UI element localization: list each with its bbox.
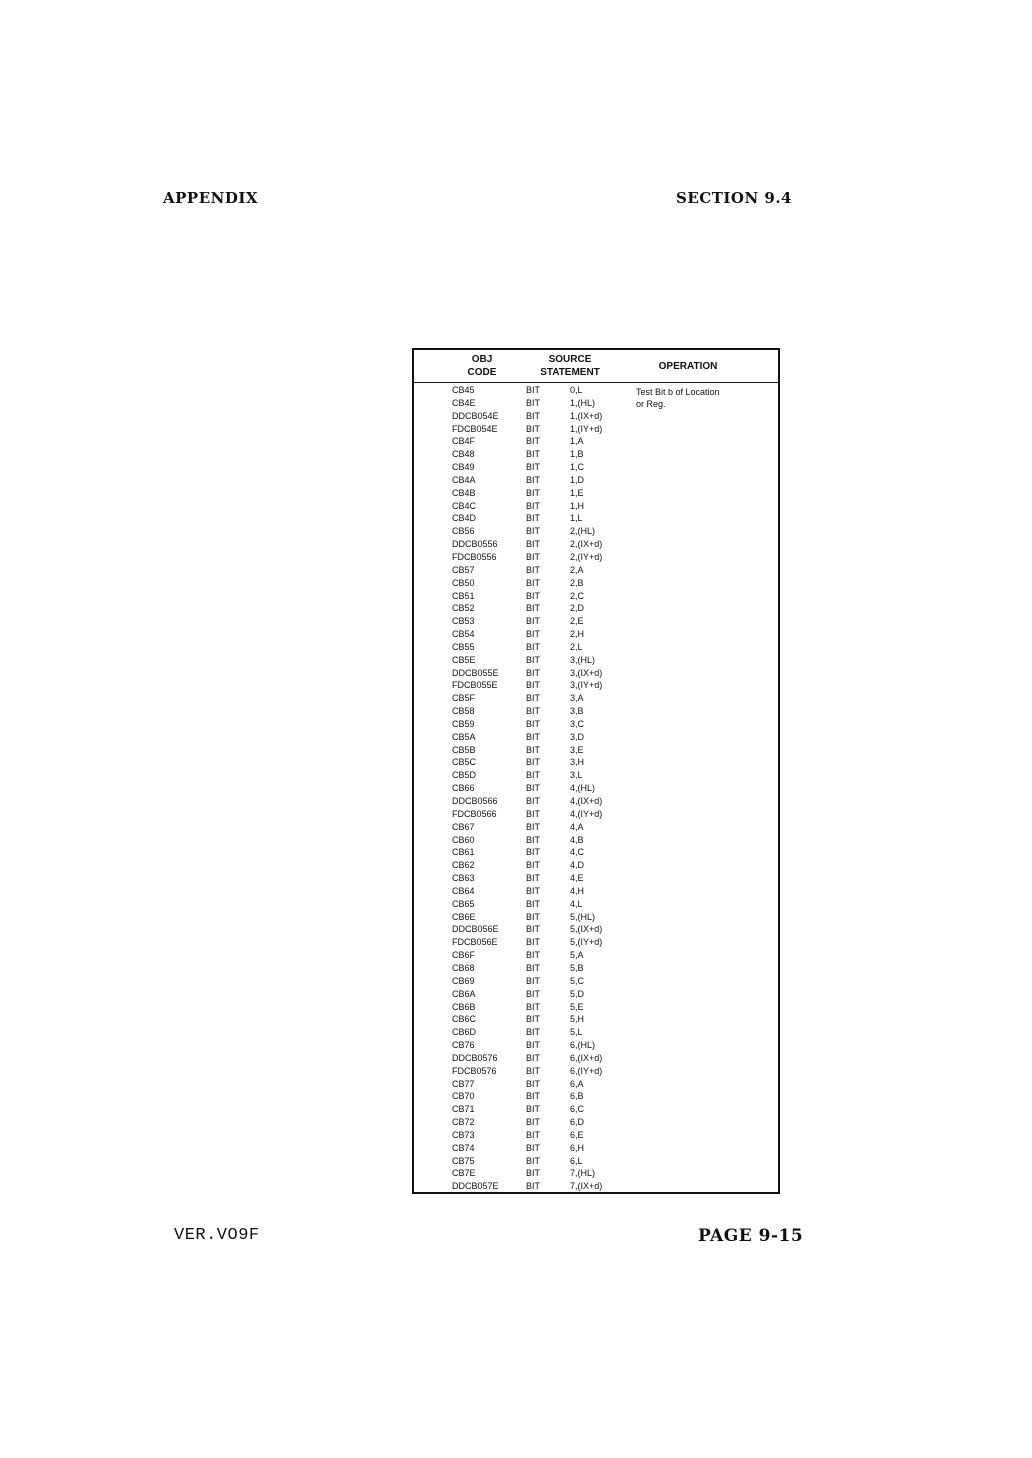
obj-code-cell: CB4E [452,397,476,408]
obj-code-cell: CB52 [452,603,475,614]
page-header-right: SECTION 9.4 [676,189,792,207]
obj-code-cell: CB45 [452,385,475,395]
operand-cell: 3,B [570,706,584,717]
obj-code-cell: FDCB056E [452,937,498,948]
operand-cell: 3,(HL) [570,654,596,665]
operand-cell: 7,(HL) [570,1168,596,1179]
table-row [414,667,778,680]
table-row [414,1013,778,1026]
operation-description-line2: or Reg. [636,399,666,409]
operand-cell: 1,A [570,436,584,447]
operand-cell: 5,L [570,1027,583,1038]
operand-cell: 5,D [570,988,585,999]
operand-cell: 1,H [570,500,585,511]
obj-code-cell: CB55 [452,641,475,652]
mnemonic-cell: BIT [526,539,541,550]
operand-cell: 6,(IX+d) [570,1052,603,1063]
obj-code-header [450,353,514,379]
operand-cell: 2,E [570,616,584,627]
obj-code-cell: CB58 [452,706,475,717]
mnemonic-cell: BIT [526,423,541,434]
table-row [414,1090,778,1103]
obj-code-cell: CB73 [452,1129,475,1140]
table-row [414,988,778,1001]
page-footer-version: VER.VO9F [174,1226,260,1245]
operand-cell: 1,(IY+d) [570,423,603,434]
operand-cell: 5,A [570,950,584,961]
operand-cell: 0,L [570,385,583,395]
mnemonic-cell: BIT [526,1091,541,1102]
operand-cell: 6,B [570,1091,584,1102]
table-body [414,384,778,1192]
table-row [414,654,778,667]
operand-cell: 1,L [570,513,583,524]
obj-code-cell: CB61 [452,847,475,858]
mnemonic-cell: BIT [526,924,541,935]
operand-cell: 2,(IX+d) [570,539,603,550]
mnemonic-cell: BIT [526,1104,541,1115]
table-row [414,602,778,615]
table-row [414,1078,778,1091]
operand-cell: 4,D [570,860,585,871]
mnemonic-cell: BIT [526,462,541,473]
mnemonic-cell: BIT [526,718,541,729]
table-row [414,1103,778,1116]
table-row [414,487,778,500]
mnemonic-cell: BIT [526,1065,541,1076]
obj-code-cell: CB6F [452,950,476,961]
operand-cell: 5,E [570,1001,584,1012]
mnemonic-cell: BIT [526,513,541,524]
mnemonic-cell: BIT [526,834,541,845]
obj-code-cell: DDCB0576 [452,1052,498,1063]
operand-cell: 6,L [570,1155,583,1166]
operand-cell: 6,A [570,1078,584,1089]
obj-code-cell: CB6B [452,1001,476,1012]
operand-cell: 2,D [570,603,585,614]
table-row [414,1026,778,1039]
obj-code-cell: CB75 [452,1155,475,1166]
mnemonic-cell: BIT [526,860,541,871]
obj-code-cell: CB50 [452,577,475,588]
mnemonic-cell: BIT [526,873,541,884]
obj-code-cell: CB71 [452,1104,475,1115]
table-row [414,731,778,744]
operand-cell: 6,E [570,1129,584,1140]
operand-cell: 4,(HL) [570,783,596,794]
table-row [414,628,778,641]
table-row [414,705,778,718]
mnemonic-cell: BIT [526,988,541,999]
table-row [414,859,778,872]
table-row [414,590,778,603]
source-statement-header [530,353,610,379]
mnemonic-cell: BIT [526,551,541,562]
obj-code-cell: CB7E [452,1168,476,1179]
obj-code-cell: CB4D [452,513,477,524]
mnemonic-cell: BIT [526,1014,541,1025]
obj-code-cell: DDCB056E [452,924,499,935]
obj-code-cell: CB4A [452,474,476,485]
mnemonic-cell: BIT [526,629,541,640]
operand-cell: 2,(IY+d) [570,551,603,562]
table-row [414,936,778,949]
operand-cell: 3,(IY+d) [570,680,603,691]
mnemonic-cell: BIT [526,564,541,575]
mnemonic-cell: BIT [526,1027,541,1038]
mnemonic-cell: BIT [526,693,541,704]
operand-cell: 6,D [570,1117,585,1128]
operand-cell: 2,H [570,629,585,640]
operand-cell: 3,C [570,718,585,729]
operand-cell: 4,(IY+d) [570,808,603,819]
table-row [414,410,778,423]
table-row [414,692,778,705]
operand-cell: 3,H [570,757,585,768]
table-row [414,551,778,564]
table-row [414,769,778,782]
mnemonic-cell: BIT [526,911,541,922]
mnemonic-cell: BIT [526,667,541,678]
table-row [414,1039,778,1052]
operand-cell: 2,C [570,590,585,601]
obj-code-cell: CB54 [452,629,475,640]
mnemonic-cell: BIT [526,385,541,395]
operand-cell: 1,(IX+d) [570,410,603,421]
obj-code-cell: CB60 [452,834,475,845]
obj-code-header-line2: CODE [467,367,497,378]
table-row [414,1065,778,1078]
operation-description-line1: Test Bit b of Location [636,387,720,397]
obj-code-cell: CB5B [452,744,476,755]
obj-code-cell: DDCB055E [452,667,499,678]
mnemonic-cell: BIT [526,706,541,717]
opcode-table [412,348,780,1194]
mnemonic-cell: BIT [526,770,541,781]
mnemonic-cell: BIT [526,821,541,832]
obj-code-cell: CB5C [452,757,477,768]
operand-cell: 7,(IX+d) [570,1181,603,1192]
mnemonic-cell: BIT [526,1155,541,1166]
source-header-line1: SOURCE [548,354,592,365]
table-row [414,1116,778,1129]
mnemonic-cell: BIT [526,654,541,665]
table-row [414,718,778,731]
mnemonic-cell: BIT [526,950,541,961]
mnemonic-cell: BIT [526,847,541,858]
obj-code-cell: FDCB0556 [452,551,497,562]
operand-cell: 6,C [570,1104,585,1115]
table-header [414,350,778,383]
operand-cell: 2,L [570,641,583,652]
table-row [414,975,778,988]
table-row [414,1001,778,1014]
mnemonic-cell: BIT [526,898,541,909]
table-row [414,384,778,397]
obj-code-cell: FDCB054E [452,423,498,434]
obj-code-cell: CB5A [452,731,476,742]
mnemonic-cell: BIT [526,1168,541,1179]
obj-code-cell: CB49 [452,462,475,473]
table-row [414,538,778,551]
obj-code-cell: CB6E [452,911,476,922]
obj-code-cell: CB5D [452,770,477,781]
obj-code-cell: CB48 [452,449,475,460]
obj-code-cell: DDCB0556 [452,539,498,550]
operand-cell: 2,(HL) [570,526,596,537]
mnemonic-cell: BIT [526,436,541,447]
page-header-left: APPENDIX [163,189,259,207]
obj-code-cell: CB6D [452,1027,477,1038]
operand-cell: 6,(IY+d) [570,1065,603,1076]
obj-code-cell: DDCB054E [452,410,499,421]
table-row [414,512,778,525]
table-row [414,423,778,436]
obj-code-cell: CB70 [452,1091,475,1102]
obj-code-cell: CB62 [452,860,475,871]
operand-cell: 2,B [570,577,584,588]
mnemonic-cell: BIT [526,410,541,421]
mnemonic-cell: BIT [526,590,541,601]
obj-code-cell: CB5E [452,654,476,665]
table-row [414,564,778,577]
table-row [414,949,778,962]
mnemonic-cell: BIT [526,962,541,973]
mnemonic-cell: BIT [526,641,541,652]
mnemonic-cell: BIT [526,796,541,806]
table-row [414,577,778,590]
mnemonic-cell: BIT [526,783,541,794]
operand-cell: 4,H [570,885,585,896]
table-row [414,525,778,538]
obj-code-cell: CB5F [452,693,476,704]
operand-cell: 6,H [570,1142,585,1153]
obj-code-cell: CB74 [452,1142,475,1153]
obj-code-cell: CB57 [452,564,475,575]
obj-code-cell: CB4F [452,436,476,447]
obj-code-cell: CB6A [452,988,476,999]
table-row [414,500,778,513]
obj-code-cell: CB56 [452,526,475,537]
obj-code-header-line1: OBJ [471,354,493,365]
obj-code-cell: CB63 [452,873,475,884]
table-row [414,898,778,911]
operand-cell: 4,B [570,834,584,845]
operand-cell: 4,L [570,898,583,909]
mnemonic-cell: BIT [526,1040,541,1051]
mnemonic-cell: BIT [526,680,541,691]
table-row [414,1155,778,1168]
table-row [414,744,778,757]
mnemonic-cell: BIT [526,500,541,511]
mnemonic-cell: BIT [526,757,541,768]
operand-cell: 4,A [570,821,584,832]
table-row [414,397,778,410]
mnemonic-cell: BIT [526,449,541,460]
operand-cell: 1,D [570,474,585,485]
operand-cell: 4,C [570,847,585,858]
operand-cell: 3,(IX+d) [570,667,603,678]
table-row [414,846,778,859]
operand-cell: 6,(HL) [570,1040,596,1051]
table-row [414,1129,778,1142]
obj-code-cell: CB67 [452,821,475,832]
operand-cell: 5,C [570,975,585,986]
table-row [414,641,778,654]
obj-code-cell: FDCB0566 [452,808,497,819]
table-row [414,962,778,975]
obj-code-cell: FDCB0576 [452,1065,497,1076]
mnemonic-cell: BIT [526,731,541,742]
table-row [414,615,778,628]
table-row [414,679,778,692]
operand-cell: 3,E [570,744,584,755]
mnemonic-cell: BIT [526,937,541,948]
mnemonic-cell: BIT [526,885,541,896]
obj-code-cell: CB4C [452,500,477,511]
obj-code-cell: CB69 [452,975,475,986]
table-row [414,795,778,808]
mnemonic-cell: BIT [526,397,541,408]
mnemonic-cell: BIT [526,1181,541,1192]
table-row [414,461,778,474]
table-row [414,834,778,847]
mnemonic-cell: BIT [526,1001,541,1012]
obj-code-cell: CB77 [452,1078,475,1089]
mnemonic-cell: BIT [526,603,541,614]
table-row [414,782,778,795]
obj-code-cell: CB66 [452,783,475,794]
table-row [414,1052,778,1065]
operand-cell: 5,B [570,962,584,973]
table-row [414,1180,778,1193]
operand-cell: 1,(HL) [570,397,596,408]
mnemonic-cell: BIT [526,1078,541,1089]
operand-cell: 5,(HL) [570,911,596,922]
operand-cell: 1,B [570,449,584,460]
operand-cell: 1,E [570,487,584,498]
mnemonic-cell: BIT [526,1052,541,1063]
operand-cell: 3,L [570,770,583,781]
obj-code-cell: DDCB057E [452,1181,499,1192]
table-row [414,923,778,936]
mnemonic-cell: BIT [526,975,541,986]
table-row [414,911,778,924]
operand-cell: 2,A [570,564,584,575]
operand-cell: 1,C [570,462,585,473]
mnemonic-cell: BIT [526,474,541,485]
obj-code-cell: CB4B [452,487,476,498]
mnemonic-cell: BIT [526,526,541,537]
obj-code-cell: CB68 [452,962,475,973]
table-row [414,474,778,487]
mnemonic-cell: BIT [526,1129,541,1140]
obj-code-cell: CB76 [452,1040,475,1051]
obj-code-cell: CB59 [452,718,475,729]
obj-code-cell: CB6C [452,1014,477,1025]
obj-code-cell: DDCB0566 [452,796,498,806]
table-row [414,885,778,898]
mnemonic-cell: BIT [526,577,541,588]
obj-code-cell: CB72 [452,1117,475,1128]
mnemonic-cell: BIT [526,616,541,627]
obj-code-cell: FDCB055E [452,680,498,691]
mnemonic-cell: BIT [526,487,541,498]
table-row [414,1167,778,1180]
operand-cell: 5,H [570,1014,585,1025]
table-row [414,872,778,885]
operand-cell: 3,D [570,731,585,742]
operand-cell: 4,(IX+d) [570,796,603,806]
table-row [414,448,778,461]
table-row [414,808,778,821]
mnemonic-cell: BIT [526,744,541,755]
mnemonic-cell: BIT [526,808,541,819]
page-footer-page-number: PAGE 9-15 [698,1226,804,1246]
table-row [414,756,778,769]
operation-header: OPERATION [658,361,718,372]
obj-code-cell: CB51 [452,590,475,601]
source-header-line2: STATEMENT [540,367,600,378]
table-row [414,821,778,834]
operand-cell: 5,(IY+d) [570,937,603,948]
mnemonic-cell: BIT [526,1142,541,1153]
obj-code-cell: CB53 [452,616,475,627]
table-row [414,435,778,448]
mnemonic-cell: BIT [526,1117,541,1128]
table-row [414,1142,778,1155]
obj-code-cell: CB65 [452,898,475,909]
obj-code-cell: CB64 [452,885,475,896]
operand-cell: 3,A [570,693,584,704]
operand-cell: 4,E [570,873,584,884]
operand-cell: 5,(IX+d) [570,924,603,935]
